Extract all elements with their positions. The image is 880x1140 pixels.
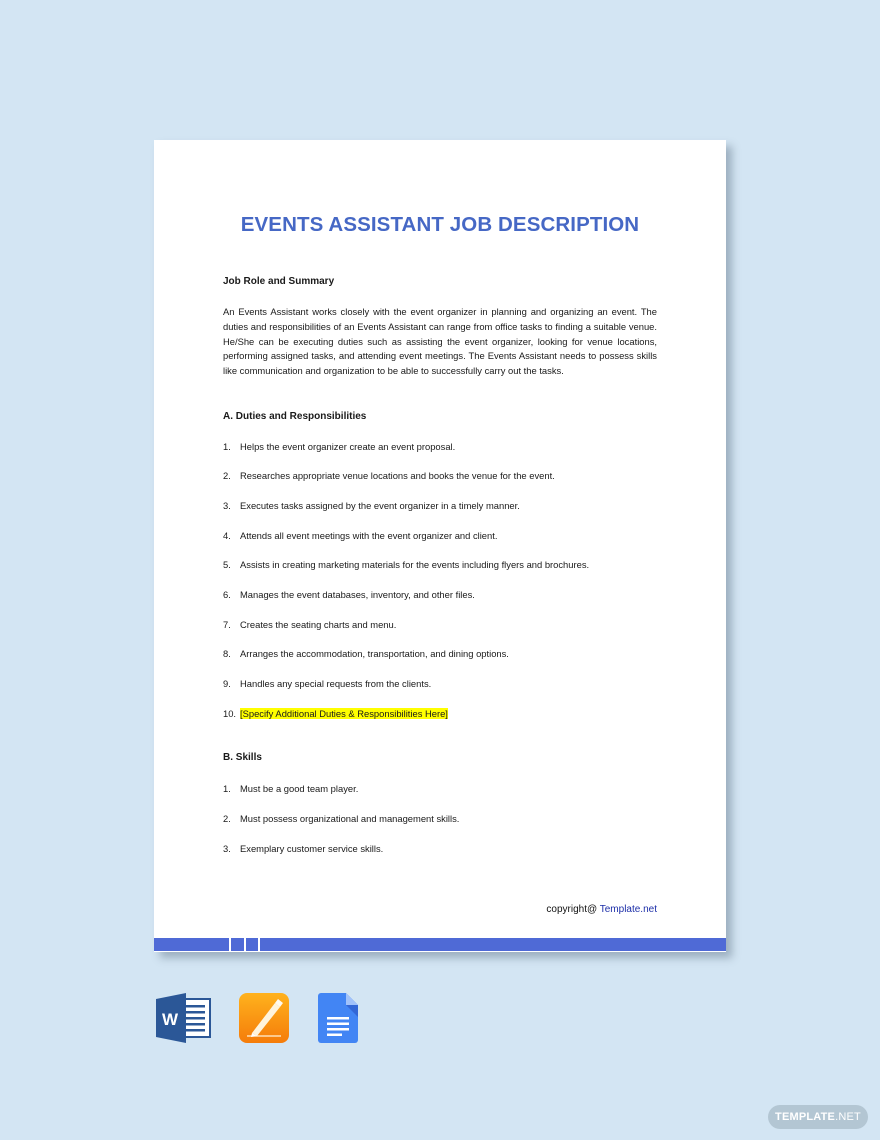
duty-item: [223, 618, 396, 632]
copyright-notice: [546, 904, 657, 915]
item-text: Creates the seating charts and menu.: [240, 619, 397, 630]
duty-item: [223, 529, 497, 543]
duty-item: [223, 677, 431, 691]
item-text: Must possess organizational and management skills.: [240, 813, 460, 824]
item-text: Assists in creating marketing materials for the events including flyers and brochures.: [240, 559, 590, 570]
item-text: Researches appropriate venue locations and books the venue for the event.: [240, 470, 555, 481]
summary-paragraph: An Events Assistant works closely with the event organizer in planning and organizing an event. The duties and responsibilities of an Events Assistant can range from office tasks to finding a suitable venue. He/She can be executing duties such as assisting the event organizer, looking for venue locations, performing assigned tasks, and attending event meetings. The Events Assistant needs to possess skills like communication and organization to be able to successfully carry out the tasks.: [223, 306, 657, 377]
duty-item-placeholder: [223, 707, 448, 721]
duty-item: [223, 588, 475, 602]
summary-heading: Job Role and Summary: [223, 276, 335, 287]
duty-item: [223, 647, 509, 661]
skill-item: [223, 782, 358, 796]
item-text: Helps the event organizer create an event proposal.: [240, 441, 456, 452]
copyright-prefix: copyright@: [546, 904, 600, 915]
item-text: Exemplary customer service skills.: [240, 843, 384, 854]
skill-item: [223, 842, 383, 856]
item-number: 6.: [223, 589, 231, 600]
document-page: [154, 140, 726, 952]
highlighted-placeholder-text: [Specify Additional Duties & Responsibilities Here]: [240, 708, 448, 719]
item-text: Must be a good team player.: [240, 783, 359, 794]
watermark-light-text: .NET: [835, 1111, 861, 1123]
item-text: Executes tasks assigned by the event organizer in a timely manner.: [240, 500, 520, 511]
footer-bar-segment: [231, 938, 244, 951]
skills-heading: B. Skills: [223, 752, 262, 763]
item-number: 9.: [223, 678, 231, 689]
item-number: 10.: [223, 708, 237, 719]
footer-bar-segment: [246, 938, 258, 951]
duties-heading: A. Duties and Responsibilities: [223, 411, 367, 422]
item-number: 7.: [223, 619, 231, 630]
duty-item: [223, 469, 555, 483]
item-text: Handles any special requests from the clients.: [240, 678, 432, 689]
item-number: 3.: [223, 843, 231, 854]
watermark-bold-text: TEMPLATE: [775, 1111, 836, 1123]
document-title: EVENTS ASSISTANT JOB DESCRIPTION: [240, 213, 640, 236]
template-net-watermark: [768, 1105, 868, 1129]
svg-text:W: W: [161, 1010, 179, 1029]
footer-bar-segment: [154, 938, 229, 951]
item-text: Manages the event databases, inventory, and other files.: [240, 589, 475, 600]
skill-item: [223, 812, 459, 826]
google-docs-icon[interactable]: [318, 993, 358, 1043]
item-text: Attends all event meetings with the event organizer and client.: [240, 530, 498, 541]
item-number: 1.: [223, 441, 231, 452]
duty-item: [223, 558, 589, 572]
footer-bar-segment: [260, 938, 726, 951]
item-text: Arranges the accommodation, transportation, and dining options.: [240, 648, 509, 659]
apple-pages-icon[interactable]: [239, 993, 289, 1043]
copyright-link[interactable]: Template.net: [599, 904, 657, 915]
item-number: 1.: [223, 783, 231, 794]
microsoft-word-icon[interactable]: [156, 993, 211, 1043]
footer-bar: [154, 938, 726, 951]
item-number: 8.: [223, 648, 231, 659]
item-number: 2.: [223, 470, 231, 481]
duty-item: [223, 499, 520, 513]
item-number: 4.: [223, 530, 231, 541]
item-number: 3.: [223, 500, 231, 511]
duty-item: [223, 440, 455, 454]
item-number: 5.: [223, 559, 231, 570]
item-number: 2.: [223, 813, 231, 824]
